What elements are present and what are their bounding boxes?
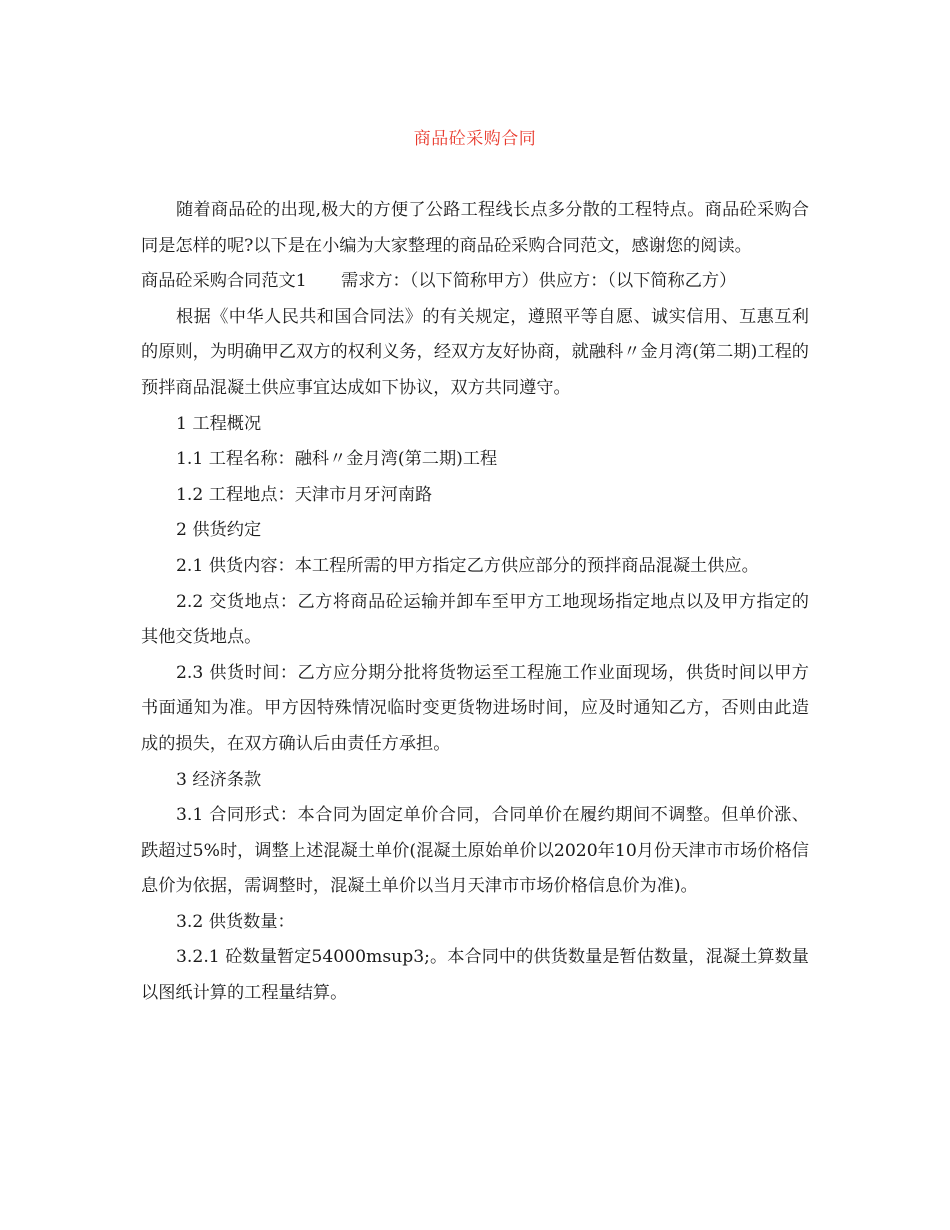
clause-2-3: 2.3 供货时间：乙方应分期分批将货物运至工程施工作业面现场，供货时间以甲方书面通知为准。甲方因特殊情况临时变更货物进场时间，应及时通知乙方，否则由此造成的损失，在双方确认后由责任方承担。 [141, 662, 809, 754]
preamble-paragraph: 根据《中华人民共和国合同法》的有关规定，遵照平等自愿、诚实信用、互惠互利的原则，为明确甲乙双方的权利义务，经双方友好协商，就融科〃金月湾(第二期)工程的预拌商品混凝土供应事宜达成如下协议，双方共同遵守。 [141, 306, 809, 398]
clause-3-2-1: 3.2.1 砼数量暂定54000msup3;。本合同中的供货数量是暂估数量，混凝土算数量以图纸计算的工程量结算。 [141, 947, 809, 1004]
clause-1-2: 1.2 工程地点：天津市月牙河南路 [176, 484, 433, 505]
clause-3-1: 3.1 合同形式：本合同为固定单价合同，合同单价在履约期间不调整。但单价涨、跌超过5%时，调整上述混凝土单价(混凝土原始单价以2020年10月份天津市市场价格信息价为依据，需调整时，混凝土单价以当月天津市市场价格信息价为准)。 [141, 805, 809, 897]
document-title: 商品砼采购合同 [413, 129, 537, 149]
clause-1-1: 1.1 工程名称：融科〃金月湾(第二期)工程 [176, 449, 498, 470]
section-heading-2: 2 供货约定 [176, 520, 262, 541]
clause-2-2: 2.2 交货地点：乙方将商品砼运输并卸车至甲方工地现场指定地点以及甲方指定的其他交货地点。 [141, 591, 809, 648]
intro-paragraph: 随着商品砼的出现,极大的方便了公路工程线长点多分散的工程特点。商品砼采购合同是怎样的呢?以下是在小编为大家整理的商品砼采购合同范文，感谢您的阅读。 [141, 200, 809, 256]
section-heading-3: 3 经济条款 [176, 769, 262, 790]
document-body [141, 193, 809, 1012]
section-heading-1: 1 工程概况 [176, 413, 262, 434]
clause-2-1: 2.1 供货内容：本工程所需的甲方指定乙方供应部分的预拌商品混凝土供应。 [176, 555, 759, 576]
clause-3-2: 3.2 供货数量： [176, 911, 295, 932]
contract-parties-line: 商品砼采购合同范文1 需求方：（以下简称甲方）供应方：（以下简称乙方） [141, 271, 737, 292]
